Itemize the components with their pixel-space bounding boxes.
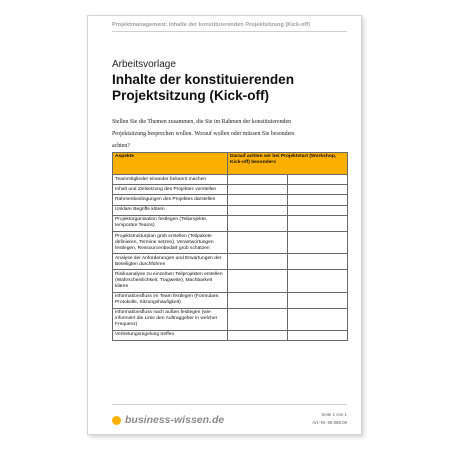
running-header: Projektmanagement: Inhalte der konstituierenden Projektsitzung (Kick-off) [112, 22, 310, 28]
table-row [113, 308, 348, 330]
table-row [113, 231, 348, 253]
focus-input-cell[interactable] [228, 185, 288, 195]
table-row [113, 175, 348, 185]
document-subtitle: Arbeitsvorlage [112, 59, 176, 70]
page-number: Seite 1 von 1 [321, 412, 347, 417]
aspect-cell: Unklare Begriffe klären [113, 205, 228, 215]
intro-paragraph: Stellen Sie die Themen zusammen, die Sie im Rahmen der konstituierenden Projektsitzung besprechen wollen. Worauf wollen oder müssen Sie besonders achten? [112, 119, 295, 149]
table-row [113, 195, 348, 205]
extra-input-cell[interactable] [288, 254, 348, 270]
extra-input-cell[interactable] [288, 175, 348, 185]
extra-input-cell[interactable] [288, 330, 348, 340]
header-divider [112, 31, 347, 32]
column-header-focus: Darauf achten wir bei Projektstart (Workshop, Kick-off) besonders [228, 153, 348, 175]
table-row [113, 215, 348, 231]
focus-input-cell[interactable] [228, 195, 288, 205]
aspect-cell: Inhalt und Zielsetzung des Projektes vorstellen [113, 185, 228, 195]
aspects-table [112, 152, 348, 341]
table-row [113, 330, 348, 340]
brand-dot-icon [112, 416, 121, 425]
table-row [113, 292, 348, 308]
table-header-row [113, 153, 348, 175]
aspect-cell: Rahmenbedingungen des Projektes darstellen [113, 195, 228, 205]
extra-input-cell[interactable] [288, 308, 348, 330]
table-row [113, 270, 348, 292]
focus-input-cell[interactable] [228, 215, 288, 231]
aspect-cell: Informationsfluss im Team festlegen (Formulare, Protokolle, Sitzungshäufigkeit) [113, 292, 228, 308]
aspect-cell: Risikoanalyse zu einzelnen Teilprojekten erstellen (Wahrscheinlichkeit, Tragweite), Machbarkeit klären [113, 270, 228, 292]
footer-divider [112, 404, 347, 405]
aspect-cell: Projektstrukturplan grob erstellen (Teilpakete definieren, Termine setzen), Verantwortungen festlegen, Ressourcenbedarf grob schätzen [113, 231, 228, 253]
aspect-cell: Analyse der Anforderungen und Erwartungen der Beteiligten durchführen [113, 254, 228, 270]
aspect-cell: Informationsfluss nach außen festlegen (wie informiert die Linie den Auftraggeber in welcher Frequenz) [113, 308, 228, 330]
focus-input-cell[interactable] [228, 254, 288, 270]
table-row [113, 185, 348, 195]
extra-input-cell[interactable] [288, 205, 348, 215]
extra-input-cell[interactable] [288, 185, 348, 195]
table-row [113, 205, 348, 215]
extra-input-cell[interactable] [288, 195, 348, 205]
focus-input-cell[interactable] [228, 231, 288, 253]
extra-input-cell[interactable] [288, 231, 348, 253]
document-title: Inhalte der konstituierenden Projektsitzung (Kick-off) [112, 72, 295, 103]
extra-input-cell[interactable] [288, 215, 348, 231]
extra-input-cell[interactable] [288, 292, 348, 308]
aspect-cell: Projektorganisation festlegen (Teilprojekte, temporäre Teams) [113, 215, 228, 231]
aspect-cell: Teammitglieder einander bekannt machen [113, 175, 228, 185]
extra-input-cell[interactable] [288, 270, 348, 292]
column-header-aspects: Aspekte [113, 153, 228, 175]
focus-input-cell[interactable] [228, 270, 288, 292]
article-number: Art.-Nr. 99.088.09 [312, 420, 347, 425]
focus-input-cell[interactable] [228, 175, 288, 185]
brand-logo-text: business-wissen.de [125, 414, 225, 426]
aspect-cell: Vertretungsregelung treffen [113, 330, 228, 340]
focus-input-cell[interactable] [228, 205, 288, 215]
focus-input-cell[interactable] [228, 330, 288, 340]
focus-input-cell[interactable] [228, 292, 288, 308]
focus-input-cell[interactable] [228, 308, 288, 330]
table-row [113, 254, 348, 270]
